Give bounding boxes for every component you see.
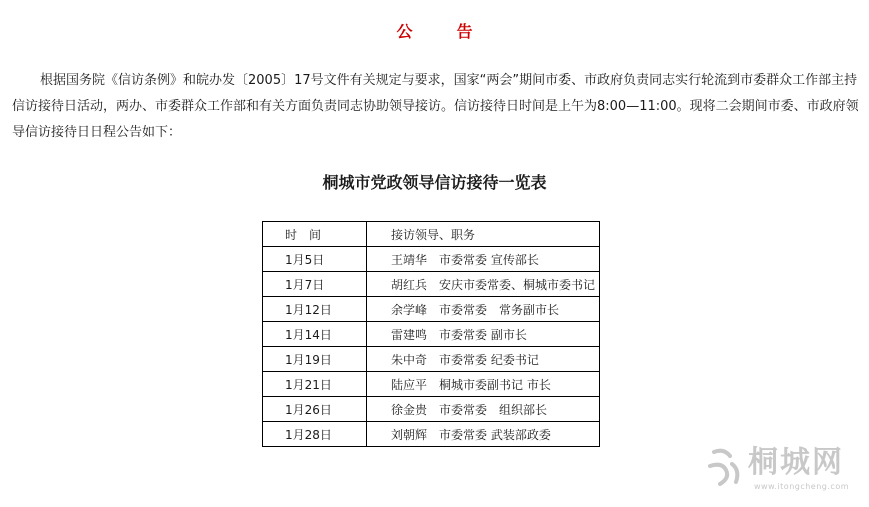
header-leader: 接访领导、职务: [367, 222, 600, 247]
row-leader: 胡红兵 安庆市委常委、桐城市委书记: [367, 272, 600, 297]
table-row: [263, 372, 600, 397]
row-leader: 徐金贵 市委常委 组织部长: [367, 397, 600, 422]
watermark-name: 桐城网: [748, 445, 844, 480]
row-date: 1月12日: [263, 297, 367, 322]
table-header-row: [263, 222, 600, 247]
table-row: [263, 397, 600, 422]
table-row: [263, 247, 600, 272]
notice-title: 公告: [396, 22, 517, 41]
row-date: 1月21日: [263, 372, 367, 397]
table-row: [263, 272, 600, 297]
table-row: [263, 322, 600, 347]
table-row: [263, 297, 600, 322]
site-watermark: [704, 440, 864, 500]
row-date: 1月28日: [263, 422, 367, 447]
schedule-table: [262, 221, 600, 447]
row-leader: 王靖华 市委常委 宣传部长: [367, 247, 600, 272]
table-title: 桐城市党政领导信访接待一览表: [322, 173, 547, 192]
row-date: 1月19日: [263, 347, 367, 372]
row-leader: 刘朝辉 市委常委 武装部政委: [367, 422, 600, 447]
site-logo-icon: [704, 444, 744, 488]
row-date: 1月7日: [263, 272, 367, 297]
row-date: 1月5日: [263, 247, 367, 272]
row-date: 1月26日: [263, 397, 367, 422]
table-row: [263, 422, 600, 447]
watermark-url: www.itongcheng.com: [754, 482, 850, 491]
table-row: [263, 347, 600, 372]
notice-body: 根据国务院《信访条例》和皖办发〔2005〕17号文件有关规定与要求，国家“两会”期间市委、市政府负责同志实行轮流到市委群众工作部主持信访接待日活动，两办、市委群众工作部和有关方面负责同志协助领导接访。信访接待日时间是上午为8:00—11:00。现将二会期间市委、市政府领导信访接待日日程公告如下：: [12, 73, 859, 140]
row-date: 1月14日: [263, 322, 367, 347]
row-leader: 陆应平 桐城市委副书记 市长: [367, 372, 600, 397]
header-date: 时间: [263, 222, 367, 247]
row-leader: 朱中奇 市委常委 纪委书记: [367, 347, 600, 372]
row-leader: 雷建鸣 市委常委 副市长: [367, 322, 600, 347]
row-leader: 余学峰 市委常委 常务副市长: [367, 297, 600, 322]
